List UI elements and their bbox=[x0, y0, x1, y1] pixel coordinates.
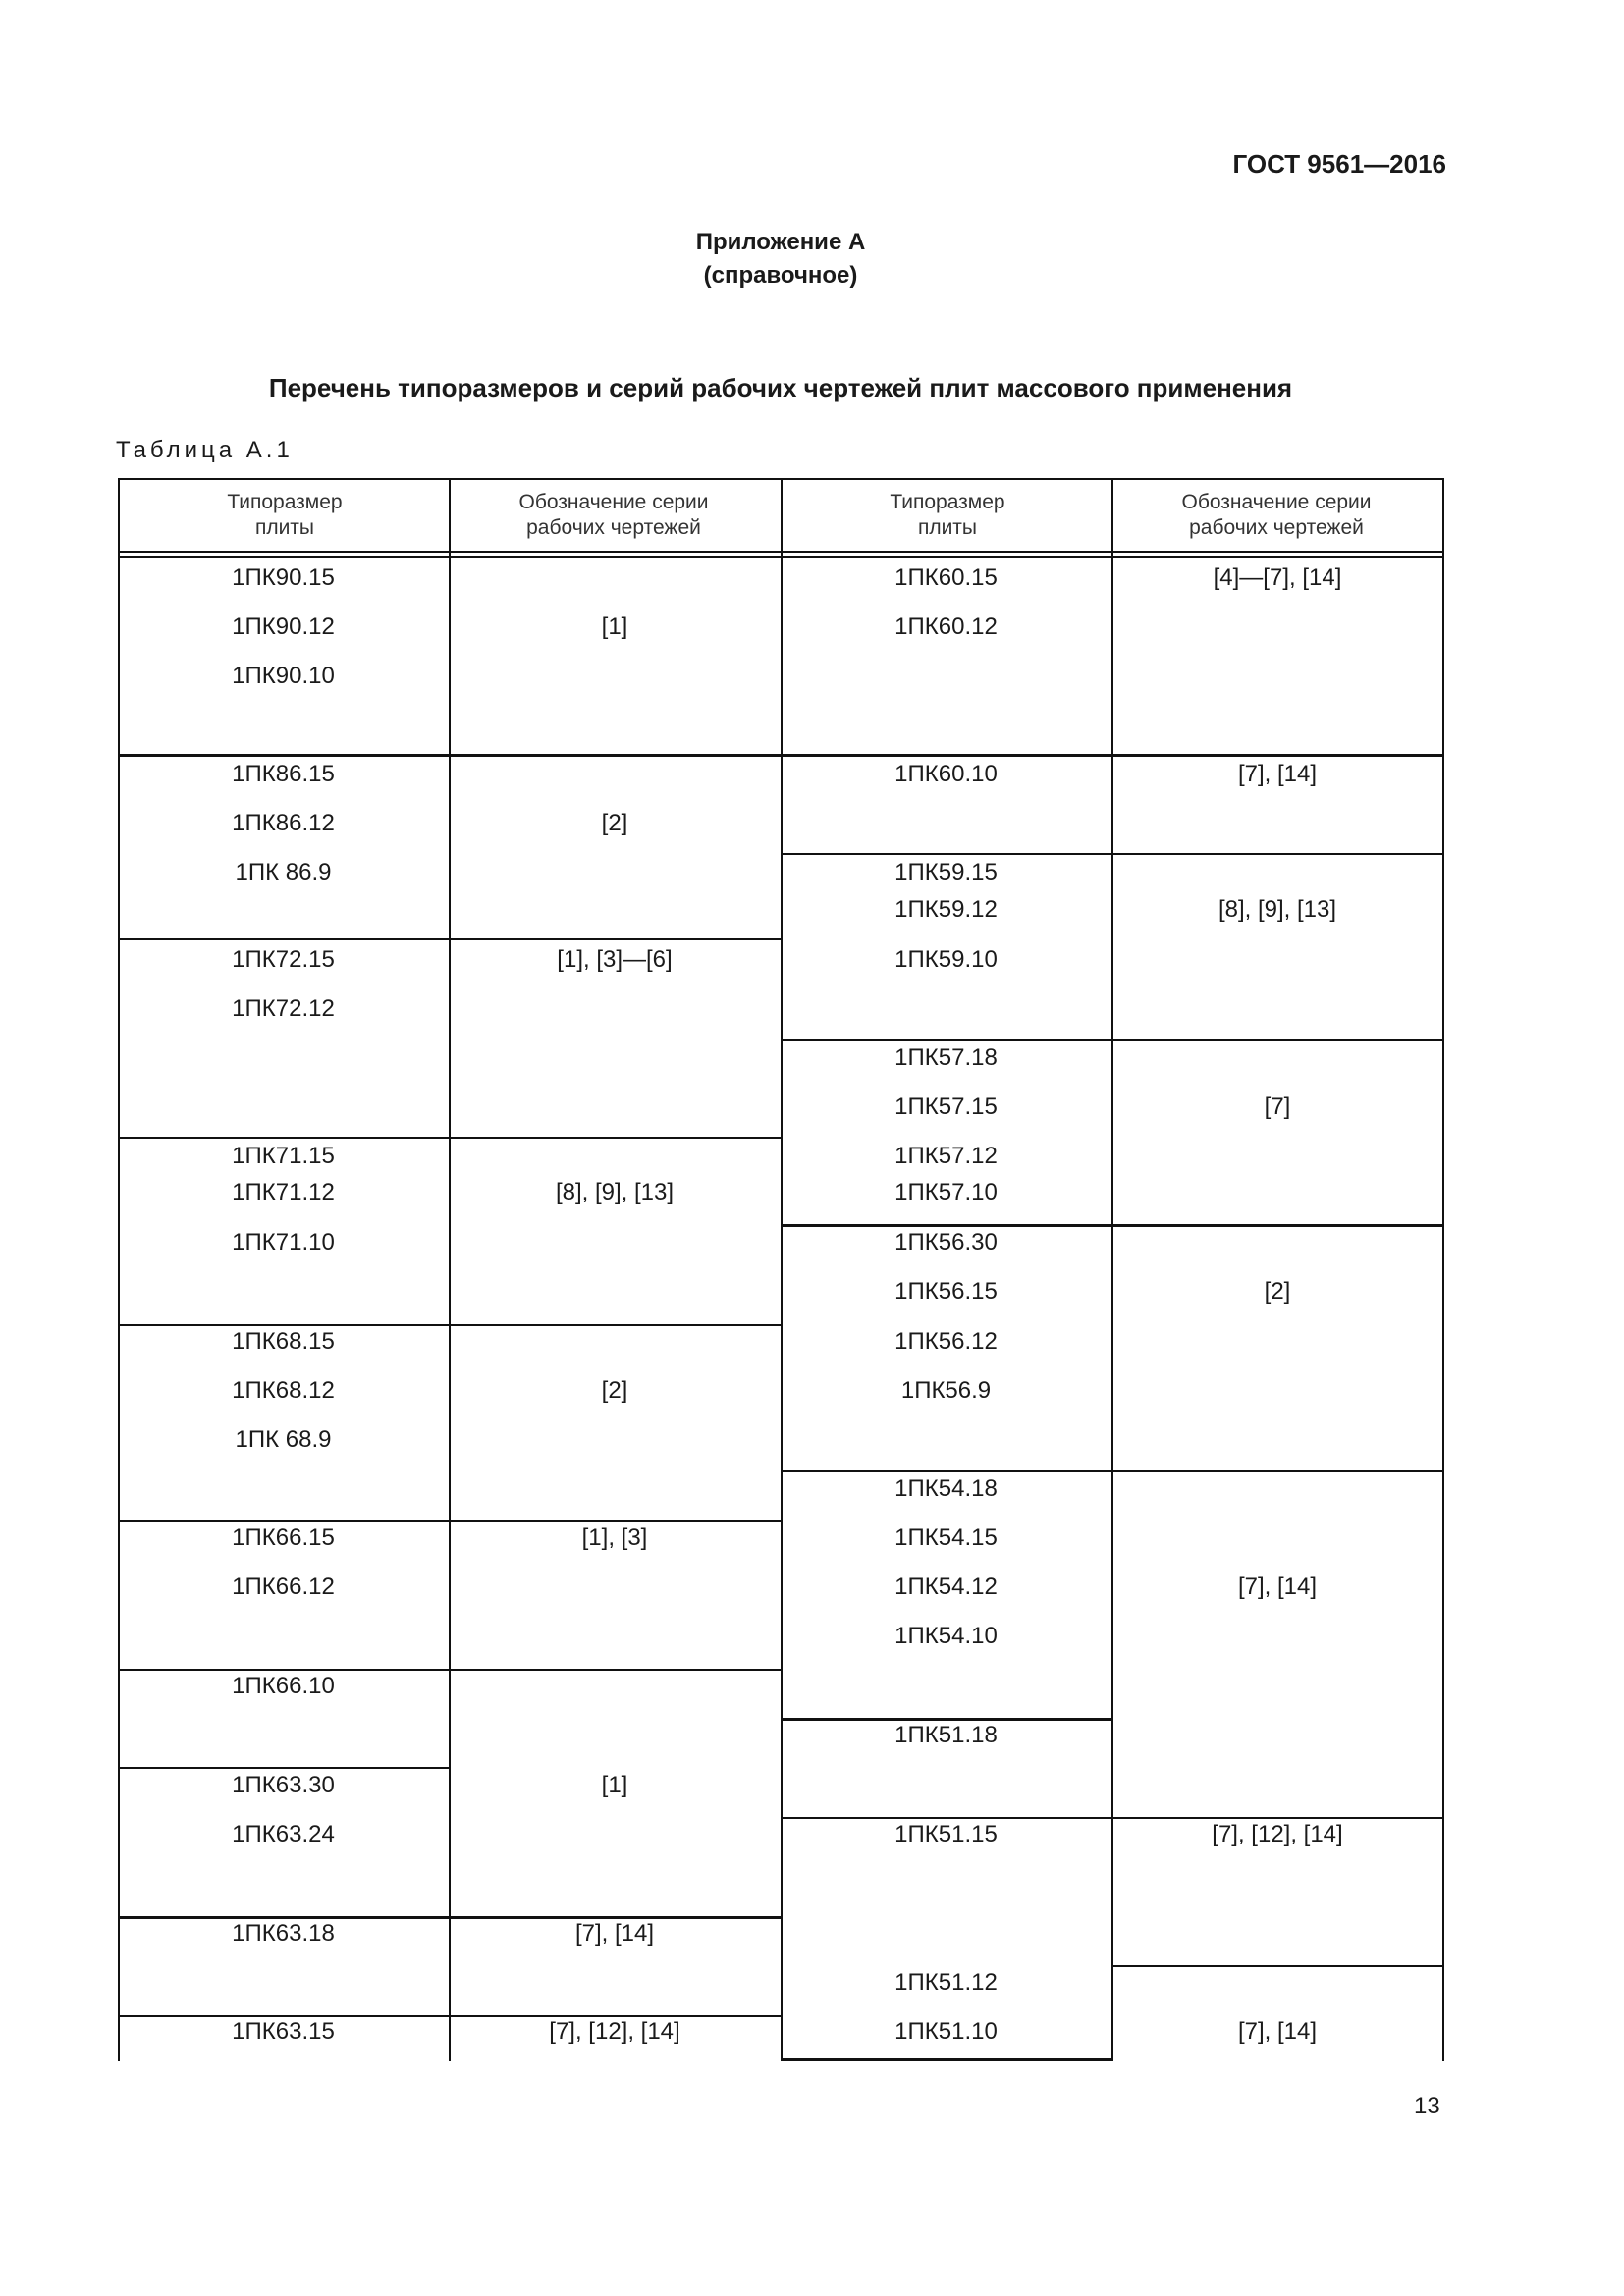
appendix-title: Приложение А bbox=[695, 229, 866, 255]
series-cell: [7] bbox=[1264, 1094, 1291, 1120]
size-cell: 1ПК66.15 bbox=[232, 1524, 335, 1551]
size-cell: 1ПК54.18 bbox=[894, 1475, 998, 1502]
size-cell: 1ПК72.15 bbox=[232, 946, 335, 973]
series-cell: [1], [3] bbox=[581, 1524, 648, 1551]
size-cell: 1ПК57.15 bbox=[894, 1094, 998, 1120]
size-cell: 1ПК68.12 bbox=[232, 1377, 335, 1404]
size-cell: 1ПК54.15 bbox=[894, 1524, 998, 1551]
size-cell: 1ПК59.15 bbox=[894, 859, 998, 885]
right-row-divider bbox=[781, 754, 1444, 757]
series-table bbox=[118, 478, 1444, 2061]
header-rule-1 bbox=[118, 551, 1444, 553]
standard-number: ГОСТ 9561—2016 bbox=[1232, 149, 1446, 179]
size-cell: 1ПК60.15 bbox=[894, 564, 998, 591]
size-cell: 1ПК66.12 bbox=[232, 1574, 335, 1600]
size-cell: 1ПК56.9 bbox=[900, 1377, 992, 1404]
size-cell: 1ПК56.15 bbox=[894, 1278, 998, 1305]
document-title: Перечень типоразмеров и серий рабочих чертежей плит массового применения bbox=[268, 373, 1293, 402]
size-cell: 1ПК51.12 bbox=[894, 1969, 998, 1996]
right-row-divider bbox=[781, 853, 1444, 855]
size-cell: 1ПК72.12 bbox=[232, 995, 335, 1022]
series-cell: [7], [12], [14] bbox=[1212, 1821, 1343, 1847]
column-header-size: Типоразмер плиты bbox=[227, 491, 343, 539]
series-cell: [1] bbox=[601, 1772, 628, 1798]
right-row-divider bbox=[781, 1224, 1444, 1227]
size-cell: 1ПК51.15 bbox=[894, 1821, 998, 1847]
header-rule-2 bbox=[118, 556, 1444, 558]
size-cell: 1ПК86.15 bbox=[232, 761, 335, 787]
left-row-divider bbox=[118, 2015, 782, 2017]
column-header-size: Типоразмер плиты bbox=[890, 491, 1005, 539]
table-label: Таблица А.1 bbox=[116, 437, 294, 463]
series-cell: [4]—[7], [14] bbox=[1213, 564, 1342, 591]
size-cell: 1ПК63.24 bbox=[232, 1821, 335, 1847]
right-row-divider bbox=[781, 1718, 1113, 1721]
column-divider-1 bbox=[449, 478, 451, 2061]
series-cell: [8], [9], [13] bbox=[555, 1179, 675, 1205]
size-cell: 1ПК 86.9 bbox=[235, 859, 332, 885]
appendix-subtitle: (справочное) bbox=[703, 262, 858, 289]
right-row-divider bbox=[1111, 1965, 1444, 1967]
size-cell: 1ПК63.18 bbox=[232, 1920, 335, 1947]
column-header-series: Обозначение серии рабочих чертежей bbox=[518, 491, 709, 539]
right-row-divider bbox=[781, 1470, 1444, 1472]
size-cell: 1ПК68.15 bbox=[232, 1328, 335, 1355]
size-cell: 1ПК54.10 bbox=[894, 1623, 998, 1649]
series-cell: [2] bbox=[601, 1377, 628, 1404]
page-number: 13 bbox=[1414, 2093, 1440, 2119]
size-cell: 1ПК57.10 bbox=[894, 1179, 998, 1205]
size-cell: 1ПК56.12 bbox=[894, 1328, 998, 1355]
size-cell: 1ПК60.10 bbox=[894, 761, 998, 787]
size-cell: 1ПК57.12 bbox=[894, 1143, 998, 1169]
size-cell: 1ПК54.12 bbox=[894, 1574, 998, 1600]
series-cell: [1] bbox=[601, 614, 628, 640]
size-cell: 1ПК63.15 bbox=[232, 2018, 335, 2045]
series-cell: [8], [9], [13] bbox=[1218, 896, 1337, 923]
series-cell: [7], [12], [14] bbox=[549, 2018, 680, 2045]
series-cell: [1], [3]—[6] bbox=[557, 946, 673, 973]
size-cell: 1ПК63.30 bbox=[232, 1772, 335, 1798]
left-row-divider bbox=[118, 1324, 782, 1326]
size-cell: 1ПК90.15 bbox=[232, 564, 335, 591]
left-row-divider bbox=[118, 754, 782, 757]
size-cell: 1ПК57.18 bbox=[894, 1044, 998, 1071]
size-cell: 1ПК71.12 bbox=[232, 1179, 335, 1205]
series-cell: [2] bbox=[1264, 1278, 1291, 1305]
column-header-series: Обозначение серии рабочих чертежей bbox=[1181, 491, 1372, 539]
series-cell: [7], [14] bbox=[1237, 761, 1318, 787]
left-row-divider bbox=[118, 1669, 782, 1671]
series-cell: [7], [14] bbox=[1237, 1574, 1318, 1600]
size-cell: 1ПК 68.9 bbox=[235, 1426, 332, 1453]
size-cell: 1ПК90.12 bbox=[232, 614, 335, 640]
table-top-border bbox=[118, 478, 1444, 480]
size-cell: 1ПК90.10 bbox=[232, 663, 335, 689]
size-cell: 1ПК71.10 bbox=[232, 1229, 335, 1255]
left-row-divider bbox=[118, 1767, 451, 1769]
right-row-divider bbox=[781, 1039, 1444, 1041]
left-row-divider bbox=[118, 1916, 782, 1919]
right-row-divider bbox=[781, 1817, 1444, 1819]
size-cell: 1ПК59.10 bbox=[894, 946, 998, 973]
size-cell: 1ПК60.12 bbox=[894, 614, 998, 640]
left-row-divider bbox=[118, 938, 782, 940]
left-row-divider bbox=[118, 1520, 782, 1522]
size-cell: 1ПК66.10 bbox=[232, 1673, 335, 1699]
size-cell: 1ПК51.18 bbox=[894, 1722, 998, 1748]
series-cell: [7], [14] bbox=[1237, 2018, 1318, 2045]
series-cell: [2] bbox=[601, 810, 628, 836]
appendix-heading bbox=[0, 226, 1561, 293]
series-cell: [7], [14] bbox=[574, 1920, 655, 1947]
right-row-divider bbox=[781, 2058, 1113, 2061]
size-cell: 1ПК86.12 bbox=[232, 810, 335, 836]
size-cell: 1ПК56.30 bbox=[894, 1229, 998, 1255]
size-cell: 1ПК59.12 bbox=[894, 896, 998, 923]
size-cell: 1ПК71.15 bbox=[232, 1143, 335, 1169]
left-row-divider bbox=[118, 1137, 782, 1139]
size-cell: 1ПК51.10 bbox=[894, 2018, 998, 2045]
